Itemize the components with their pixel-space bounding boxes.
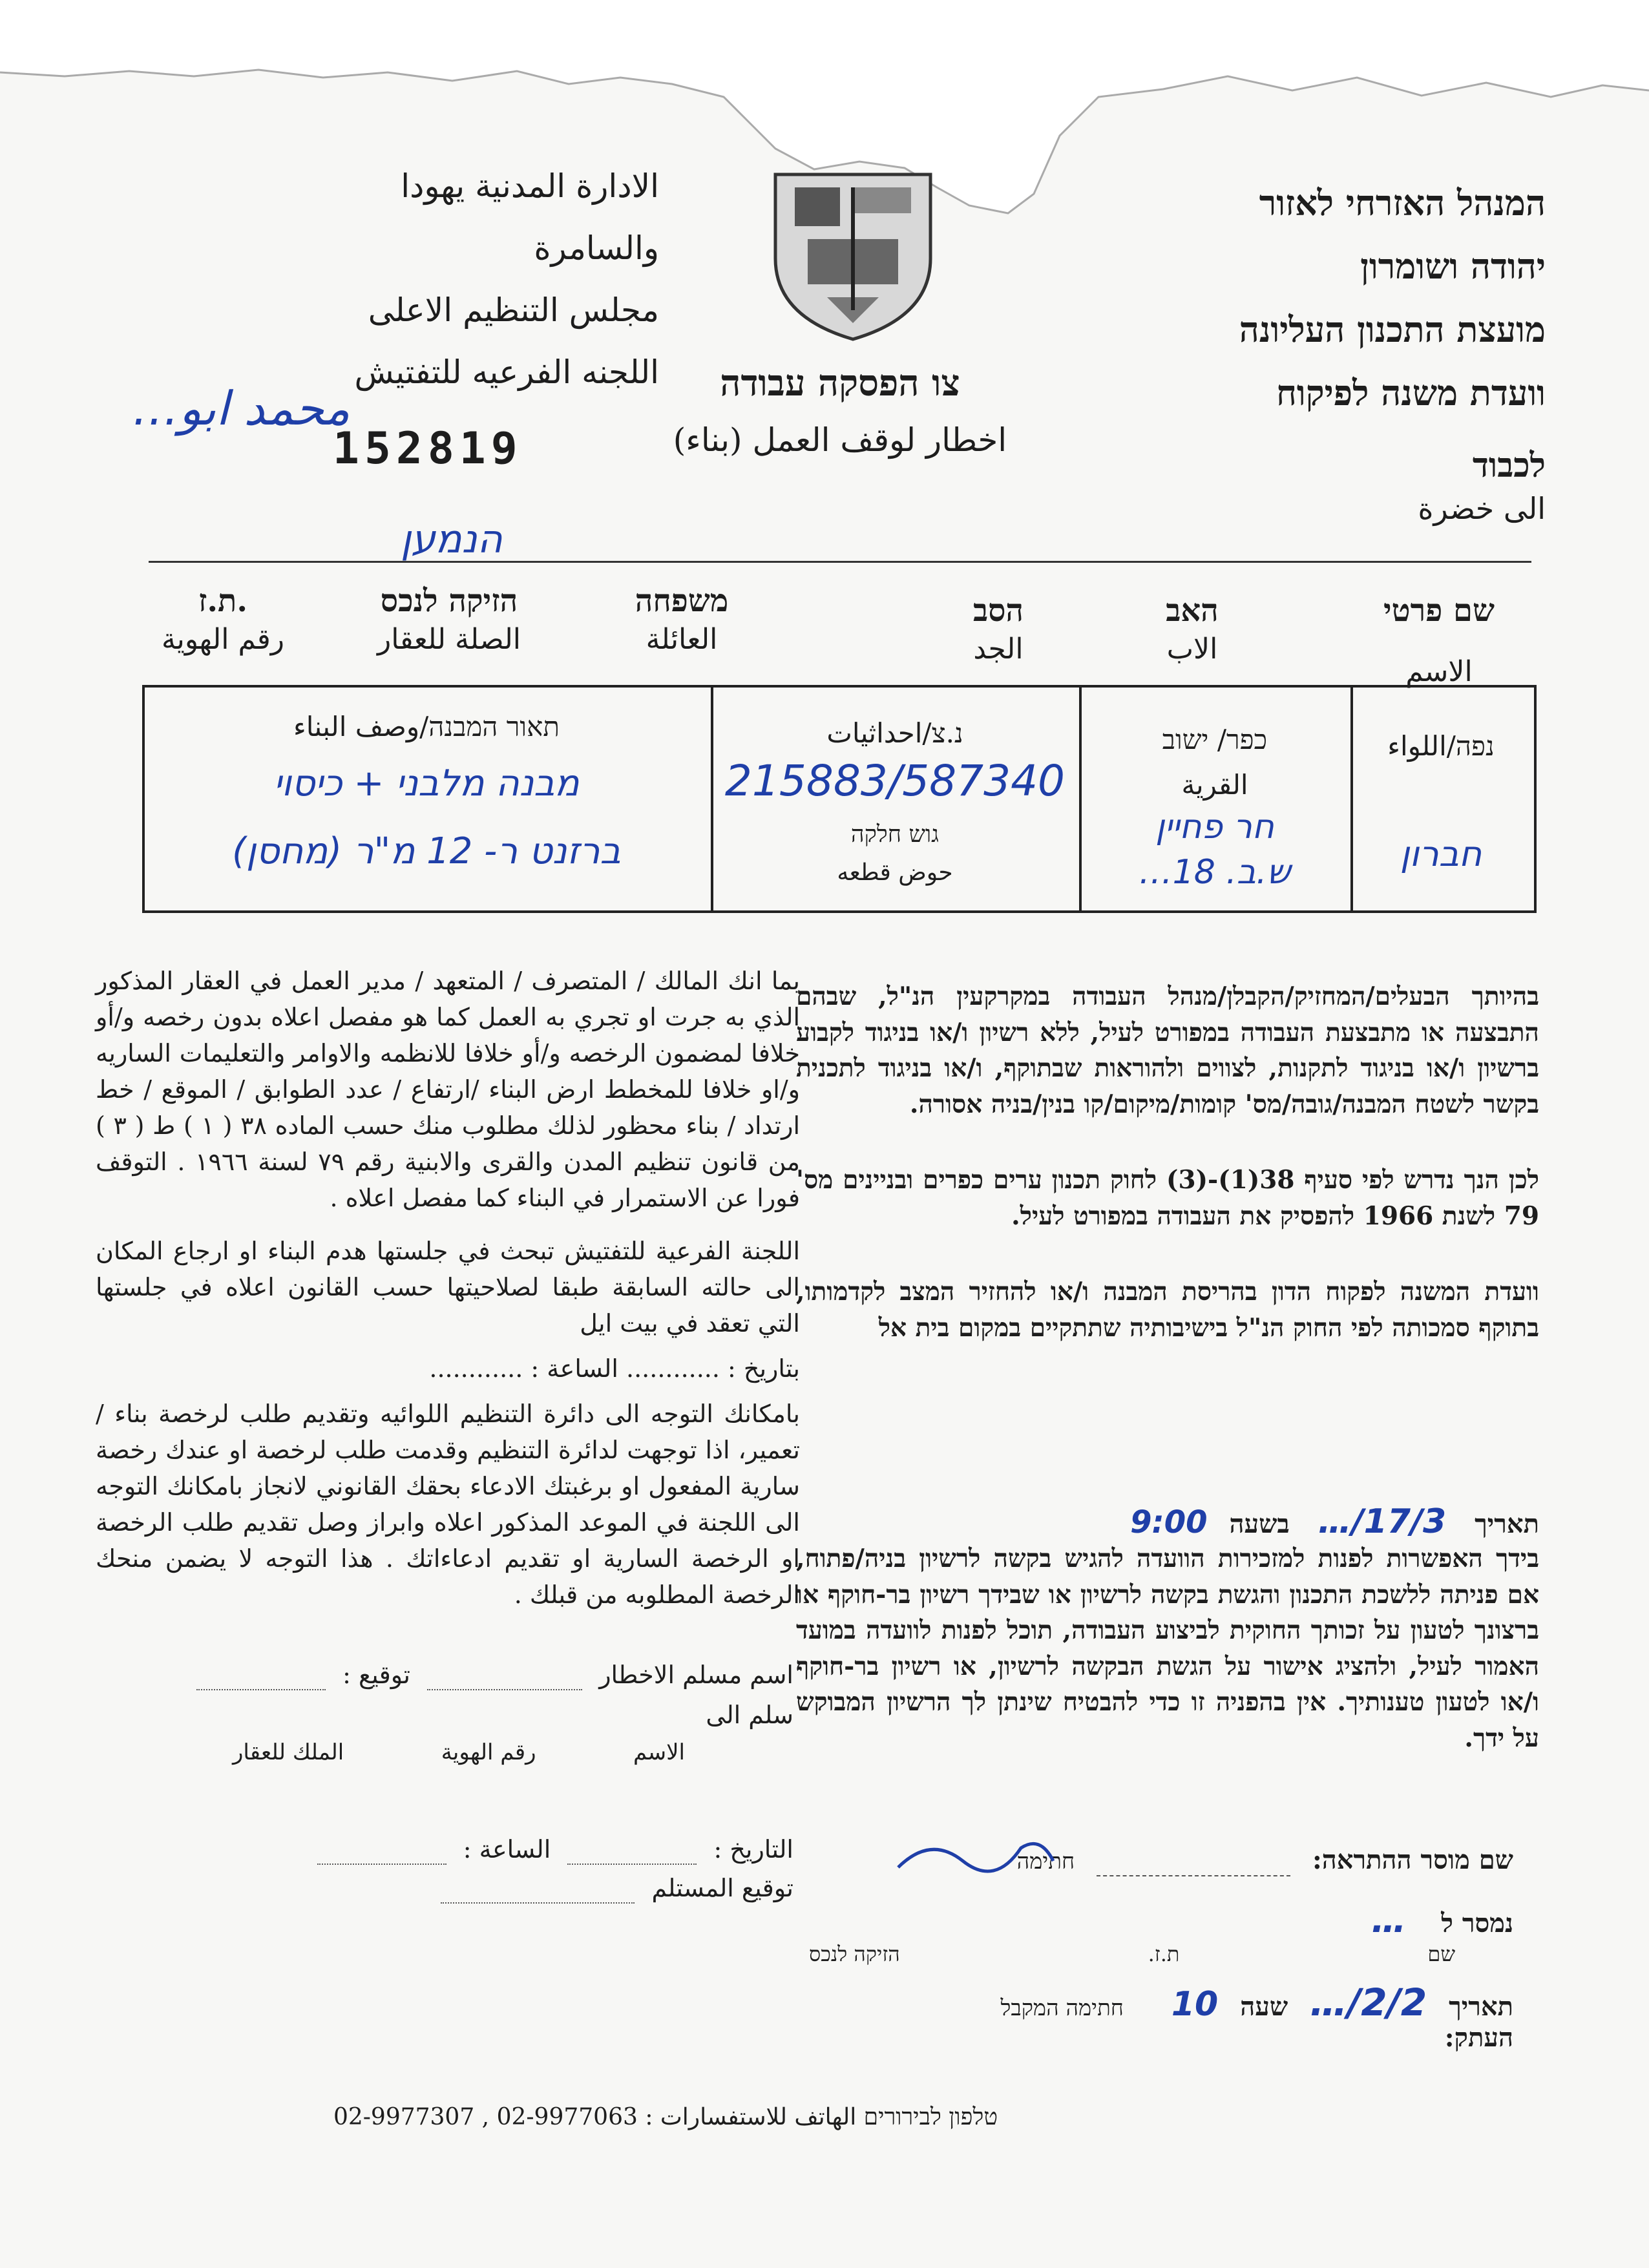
hebrew-header: [1029, 171, 1546, 425]
arabic-receiver-row: [96, 1874, 793, 1904]
hearing-time-value: 9:00: [1130, 1504, 1208, 1540]
table-value-coordinates: 215883/587340: [724, 756, 1066, 806]
hebrew-paragraph: בידך האפשרות לפנות למזכירות הוועדה להגיש בקשה לרשיון בניה/פתוח, אם פניתה ללשכת התכנון והגשת בקשה לרשיון או שבידך רשיון בר-חוקף או ברצונך לטעון על זכותך החוקית לביצוע העבודה, תוכל לפנות לוועדה במועד האמור לעיל, ולהציג אישור על הגשת הבקשה לרשיון, או רשיון בר-חוקף ו/או לטעון טענותיך. אין בהפניה זו כדי להבטיח שינתן לך הרשיון המבוקש על ידך.: [796, 1544, 1539, 1753]
field-label-ar: الجد: [973, 633, 1024, 666]
table-value-region: חברון: [1400, 834, 1482, 874]
field-label-ar: الصلة للعقار: [377, 623, 521, 656]
receipt-time-label: שעה: [1240, 1991, 1288, 2022]
arabic-delivered-row: [96, 1701, 793, 1729]
hebrew-body-2: [796, 1541, 1539, 1796]
addressee-hebrew: לכבוד: [1472, 446, 1546, 485]
table-divider: [1350, 685, 1353, 913]
receipt-date-value: 2/2/…: [1310, 1980, 1427, 2024]
arabic-body: [96, 963, 800, 1613]
table-label-parcel: حوض قطعه: [837, 859, 953, 886]
hearing-date-label: תאריך: [1475, 1509, 1539, 1539]
sender-name-line: [427, 1661, 582, 1690]
field-first-name: [1332, 591, 1546, 691]
field-grandfather: [892, 591, 1105, 669]
table-label-region: נפה/اللواء: [1387, 730, 1495, 762]
hearing-time-label: בשעה: [1229, 1509, 1290, 1539]
field-label-ar: الاسم: [1405, 655, 1473, 688]
delivered-label: נמסר ל: [1441, 1908, 1513, 1938]
serial-number: 152819: [333, 423, 523, 474]
hebrew-paragraph: וועדת המשנה לפקוח הדון בהריסת המבנה ו/או להחזיר המצב לקדמותו, בתוקף סמכותה לפי החוק הנ"ל בישיבותיה שתתקיים במקום בית אל: [796, 1277, 1539, 1343]
field-father: [1086, 591, 1299, 669]
hearing-date-row: [1117, 1502, 1539, 1541]
table-divider: [711, 685, 713, 913]
col-label-name: الاسم: [633, 1739, 685, 1765]
handwritten-recipient: הנמען: [401, 517, 503, 562]
hebrew-paragraph: לכן הנך נדרש לפי סעיף 38(1)-(3) לחוק תכנון ערים כפרים ובניינים מס' 79 לשנת 1966 להפסיק את העבודה במפורט לעיל.: [796, 1165, 1539, 1231]
issuer-name-line: [1097, 1845, 1290, 1876]
arabic-header: [155, 155, 659, 403]
emblem-seal-icon: [769, 162, 937, 342]
issuer-row: [770, 1845, 1513, 1876]
hebrew-header-line: וועדת משנה לפיקוח: [1276, 372, 1546, 414]
arabic-header-line: مجلس التنظيم الاعلى: [368, 291, 659, 329]
copy-label: העתק:: [1444, 2022, 1513, 2053]
arabic-header-line: الادارة المدنية يهودا: [401, 167, 659, 205]
table-label-village-ar: القرية: [1181, 769, 1248, 801]
table-value-village: חר פחיין: [1155, 808, 1274, 846]
table-divider: [1079, 685, 1082, 913]
time-line: [317, 1835, 446, 1865]
arabic-header-line: والسامرة: [534, 229, 659, 267]
field-label-he: שם פרטי: [1383, 593, 1495, 629]
arabic-col-labels: [233, 1739, 685, 1765]
time-label: الساعة :: [463, 1835, 551, 1864]
issuer-signature-scribble: [892, 1822, 1060, 1880]
footer-phone: [278, 2103, 1053, 2130]
table-value-description-2: ברזנט ר- 12 מ"ר (מחסן): [232, 830, 621, 872]
col-label-id: رقم الهوية: [441, 1739, 536, 1765]
table-label-description: תאור המבנה/وصف البناء: [293, 711, 560, 742]
hebrew-header-line: מועצת התכנון העליונה: [1239, 309, 1546, 350]
delivered-row: [770, 1900, 1513, 1940]
field-label-he: הסב: [972, 593, 1024, 629]
order-title-arabic: اخطار لوقف العمل (بناء): [673, 421, 1007, 459]
arabic-paragraph: بامكانك التوجه الى دائرة التنظيم اللوائيه وتقديم طلب لرخصة بناء / تعمير، اذا توجهت لدائرة التنظيم وقدمت طلب لرخصة او عندك رخصة سارية المفعول او برغبتك الادعاء بحقك القانوني لانجاز بامكانك التوجه الى اللجنة في الموعد المذكور اعلاه وابراز وصل تقديم طلب الرخصة او الرخصة السارية او تقديم ادعاءاتك . هذا التوجه لا يضمن منحك الرخصة المطلوبه من قبلك .: [96, 1400, 800, 1609]
arabic-paragraph: بتاريخ : ............ الساعة : ............: [429, 1354, 800, 1383]
field-label-he: האב: [1166, 593, 1219, 629]
receiver-signature-label: חתימה המקבל: [1000, 1995, 1124, 2021]
field-label-ar: العائلة: [646, 623, 718, 656]
arabic-date-row: [96, 1835, 793, 1865]
sender-label: اسم مسلم الاخطار: [599, 1661, 793, 1689]
col-label-owner: الملك للعقار: [233, 1739, 344, 1765]
field-label-ar: رقم الهوية: [161, 623, 285, 656]
receiver-signature-line: [441, 1874, 635, 1904]
field-label-he: משפחה: [635, 583, 729, 619]
arabic-sender-row: [96, 1661, 793, 1690]
date-label: التاريخ :: [713, 1835, 793, 1864]
field-label-he: הזיקה לנכס: [380, 583, 518, 619]
sender-sign-line: [196, 1661, 326, 1690]
field-label-he: ת.ז.: [198, 583, 248, 619]
field-family: [575, 582, 788, 659]
table-label-coordinates: נ.צ/احداثيات: [826, 717, 963, 749]
addressee-arabic: الى خضرة: [1418, 491, 1546, 526]
table-label-village-he: כפר/ ישוב: [1162, 724, 1268, 755]
footer-arabic: الهاتف للاستفسارات :: [645, 2104, 857, 2130]
field-id-number: [116, 582, 330, 659]
handwritten-name-top-left: محمد ابو…: [132, 381, 350, 436]
hebrew-header-line: יהודה ושומרון: [1360, 246, 1546, 287]
table-label-block: גוש חלקה: [850, 821, 940, 848]
footer-numbers: 02-9977307 , 02-9977063: [333, 2104, 638, 2130]
delivered-sub-labels: [809, 1942, 1455, 1966]
sub-label-id: ת.ז.: [1148, 1942, 1180, 1966]
receipt-time-value: 10: [1171, 1985, 1219, 2024]
issuer-signature-label: חתימה: [1016, 1849, 1075, 1874]
receipt-date-label: תאריך: [1449, 1991, 1513, 2022]
receipt-row: [770, 1980, 1513, 2024]
footer-hebrew: טלפון לבירורים: [863, 2104, 998, 2130]
sub-label-relation: הזיקה לנכס: [809, 1942, 900, 1966]
field-property-relation: [342, 582, 556, 659]
receiver-signature-label: توقيع المستلم: [651, 1874, 793, 1902]
issuer-label: שם מוסר ההתראה:: [1312, 1845, 1513, 1875]
sender-sign-label: توقيع :: [342, 1661, 411, 1689]
delivered-to-label: سلم الى: [706, 1701, 793, 1729]
arabic-paragraph: بما انك المالك / المتصرف / المتعهد / مدير العمل في العقار المذكور الذي به جرت او تجري به العمل كما هو مفصل اعلاه بدون رخصه و/أو خلافا لمضمون الرخصه و/أو خلافا للانظمه والاوامر والتعليمات الساريه و/او خلافا للمخطط ارض البناء /ارتفاع / عدد الطوابق / الموقع / خط ارتداد / بناء محظور لذلك مطلوب منك حسب الماده ٣٨ ( ١ ) ط ( ٣ ) من قانون تنظيم المدن والقرى والابنية رقم ٧٩ لسنة ١٩٦٦ . التوقف فورا عن الاستمرار في البناء كما مفصل اعلاه .: [96, 967, 801, 1212]
table-value-village-2: ש.ב. 18…: [1139, 853, 1291, 892]
date-line: [567, 1835, 697, 1865]
hebrew-header-line: המנהל האזרחי לאזור: [1259, 182, 1546, 224]
hebrew-body: [796, 979, 1539, 1351]
divider-line: [149, 561, 1531, 563]
arabic-header-line: اللجنه الفرعيه للتفتيش: [354, 353, 659, 391]
table-value-description: מבנה מלבני + כיסוי: [273, 762, 580, 804]
delivered-name: …: [1371, 1900, 1407, 1940]
hearing-date-value: 17/3/…: [1318, 1502, 1447, 1541]
field-label-ar: الاب: [1166, 633, 1218, 666]
sub-label-name: שם: [1427, 1942, 1455, 1966]
order-title-hebrew: צו הפסקה עבודה: [720, 362, 960, 404]
arabic-paragraph: اللجنة الفرعية للتفتيش تبحث في جلستها هدم البناء او ارجاع المكان الى حالته السابقة طبقا لصلاحيتها حسب القانون اعلاه في جلستها التي تعقد في بيت ايل: [96, 1237, 800, 1338]
hebrew-paragraph: בהיותך הבעלים/המחזיק/הקבלן/מנהל העבודה במקרקעין הנ"ל, שבהם התבצעה או מתבצעת העבודה במפורט לעיל, ללא רשיון ו/או בניגוד לקבוע ברשיון ו/או בניגוד לתקנות, לצווים ולהוראות שבתוקף, ו/או בניגוד לתכנית בקשר לשטח המבנה/גובה/מס' קומות/מיקום/קו בנין/בניה אסורה.: [796, 982, 1539, 1119]
